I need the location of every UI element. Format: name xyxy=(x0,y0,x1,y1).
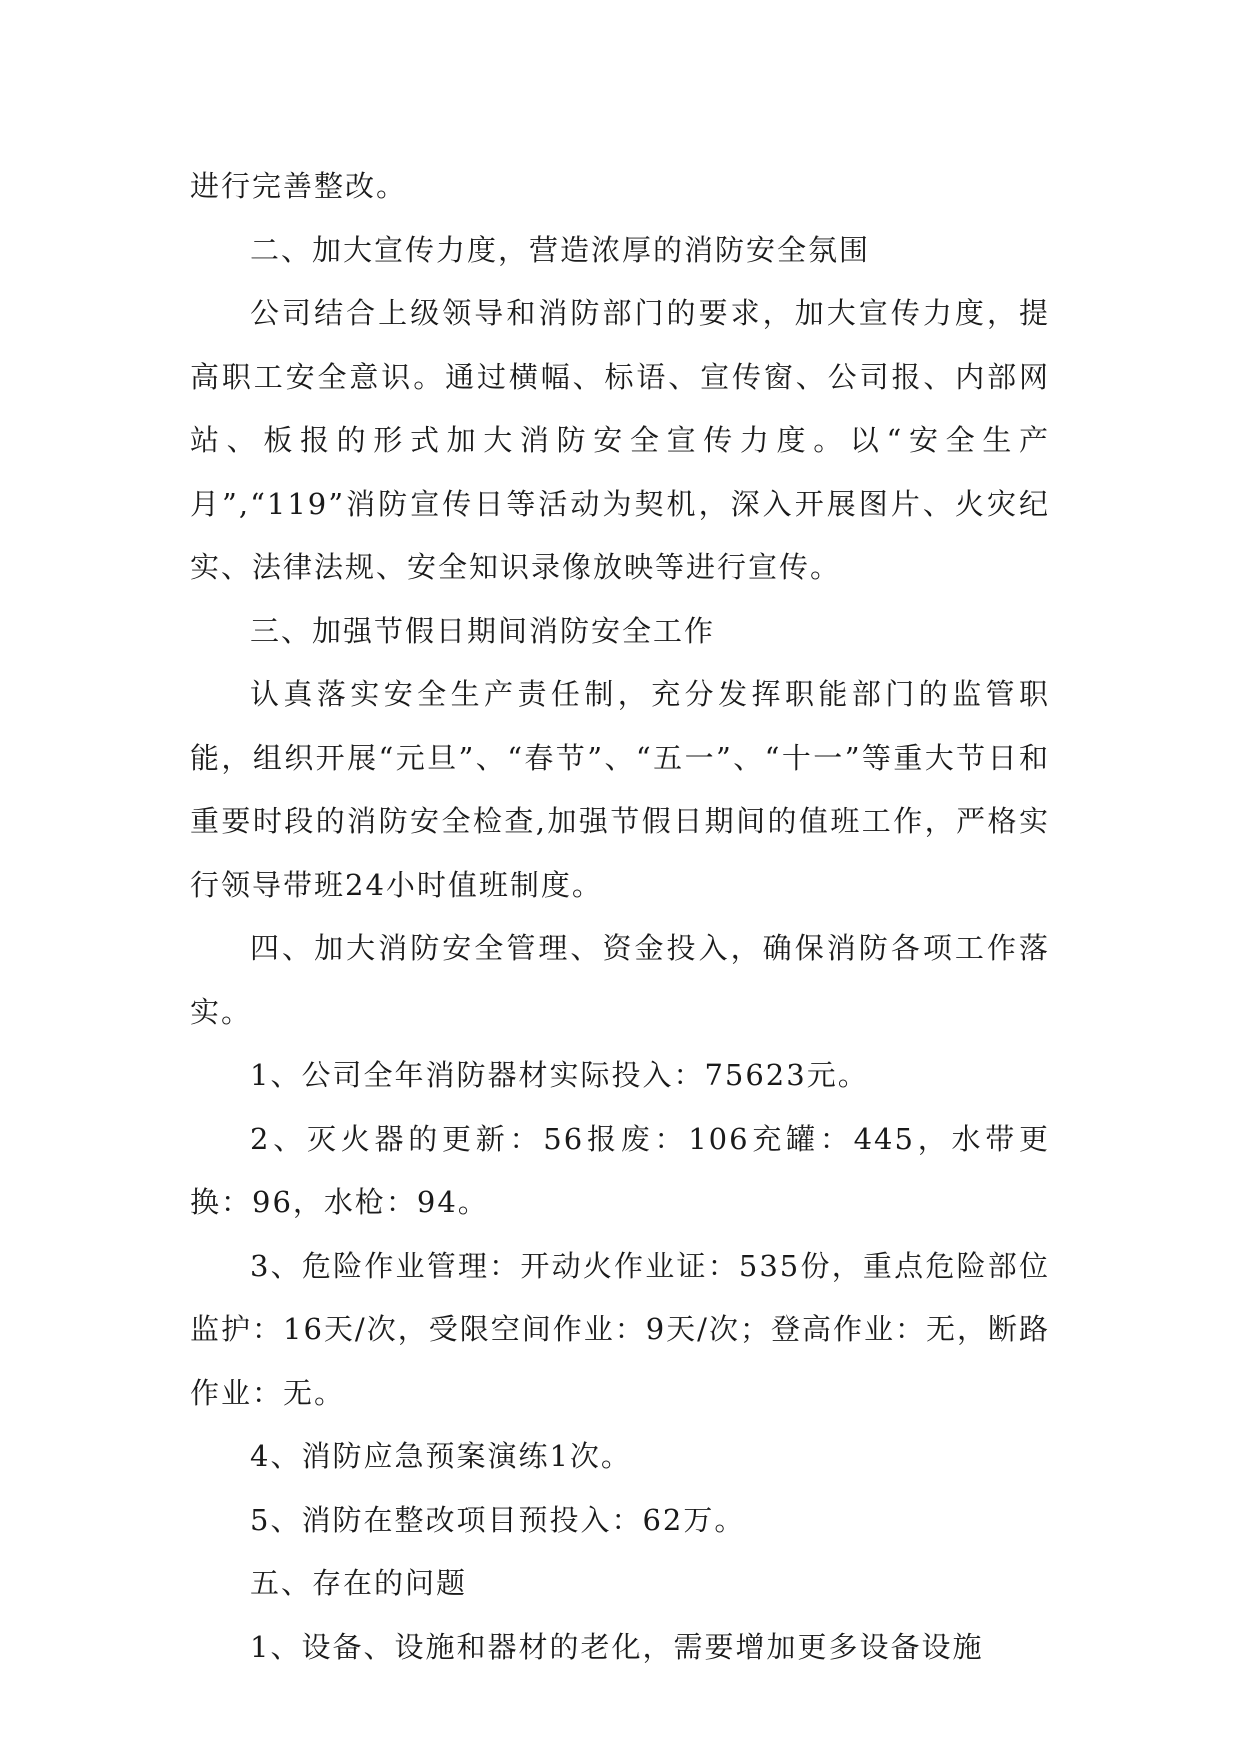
section-heading-3: 三、加强节假日期间消防安全工作 xyxy=(250,613,716,648)
list-item-5: 5、消防在整改项目预投入：62万。 xyxy=(250,1502,746,1537)
section-heading-5: 五、存在的问题 xyxy=(250,1566,468,1600)
document-body xyxy=(190,155,1050,1679)
paragraph-publicity: 公司结合上级领导和消防部门的要求，加大宣传力度，提高职工安全意识。通过横幅、标语、宣传窗、公司报、内部网站、板报的形式加大消防安全宣传力度。以“安全生产月”,“119”消防宣传日等活动为契机，深入开展图片、火灾纪实、法律法规、安全知识录像放映等进行宣传。 xyxy=(190,296,1050,584)
list-item-4: 4、消防应急预案演练1次。 xyxy=(250,1439,632,1473)
list-item-3: 3、危险作业管理：开动火作业证：535份，重点危险部位监护：16天/次，受限空间作业：9天/次；登高作业：无，断路作业：无。 xyxy=(190,1248,1050,1410)
paragraph-holiday-safety: 认真落实安全生产责任制，充分发挥职能部门的监管职能，组织开展“元旦”、“春节”、“五一”、“十一”等重大节日和重要时段的消防安全检查,加强节假日期间的值班工作，严格实行领导带班24小时值班制度。 xyxy=(190,677,1050,902)
section-heading-2: 二、加大宣传力度，营造浓厚的消防安全氛围 xyxy=(250,232,871,267)
section-heading-4: 四、加大消防安全管理、资金投入，确保消防各项工作落实。 xyxy=(190,931,1050,1029)
problem-item-1: 1、设备、设施和器材的老化，需要增加更多设备设施 xyxy=(250,1629,984,1664)
list-item-1: 1、公司全年消防器材实际投入：75623元。 xyxy=(250,1058,869,1092)
paragraph-continuation: 进行完善整改。 xyxy=(190,169,408,203)
list-item-2: 2、灭火器的更新：56报废：106充罐：445，水带更换：96，水枪：94。 xyxy=(190,1121,1050,1219)
